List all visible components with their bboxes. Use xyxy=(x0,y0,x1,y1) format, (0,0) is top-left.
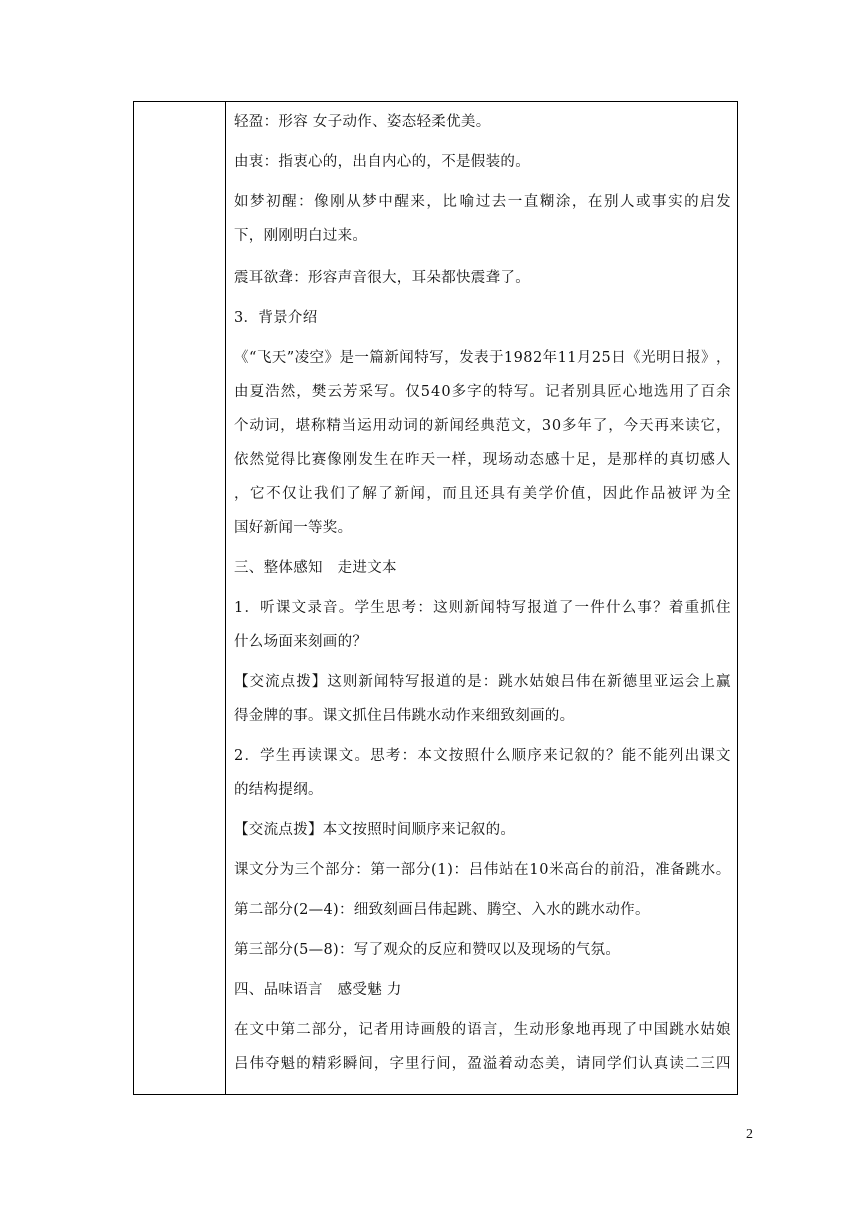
text-line: 轻盈：形容 女子动作、姿态轻柔优美。 xyxy=(234,114,491,130)
text-line: 在 文 中 第 二 部 分 ， 记 者 用 诗 画 般 的 语 言 ， 生 动 形 象 地 再 现 了 中 国 跳 水 姑 娘 xyxy=(234,1022,731,1038)
text-line: 【交流点拨】本文按照时间顺序来记叙的。 xyxy=(234,822,516,838)
section-heading: 三、整体感知 走进文本 xyxy=(234,560,397,576)
text-line: 震耳欲聋：形容声音很大，耳朵都快震聋了。 xyxy=(234,270,530,286)
lesson-table xyxy=(133,101,738,1095)
text-line: 什么场面来刻画的？ xyxy=(234,634,368,650)
text-line: 由衷：指衷心的，出自内心的，不是假装的。 xyxy=(234,154,530,170)
text-line: 2 ． 学 生 再 读 课 文 。 思 考 ： 本 文 按 照 什 么 顺 序 来 记 叙 的 ？ 能 不 能 列 出 课 文 xyxy=(234,748,731,764)
section-heading: 3．背景介绍 xyxy=(234,310,318,326)
text-line: 依 然 觉 得 比 赛 像 刚 发 生 在 昨 天 一 样 ， 现 场 动 态 感 十 足 ， 是 那 样 的 真 切 感 人 xyxy=(234,452,731,468)
text-line: 得金牌的事。课文抓住吕伟跳水动作来细致刻画的。 xyxy=(234,708,575,724)
text-line: 第三部分(5—8)：写了观众的反应和赞叹以及现场的气氛。 xyxy=(234,942,621,958)
section-heading: 四、品味语言 感受魅 力 xyxy=(234,982,402,998)
text-line: 第二部分(2—4)：细致刻画吕伟起跳、腾空、入水的跳水动作。 xyxy=(234,902,650,918)
text-line: 如 梦 初 醒 ： 像 刚 从 梦 中 醒 来 ， 比 喻 过 去 一 直 糊 涂 ， 在 别 人 或 事 实 的 启 发 xyxy=(234,194,731,210)
text-line: 课 文 分 为 三 个 部 分 ： 第 一 部 分 ( 1 ) ： 吕 伟 站 在 1 0 米 高 台 的 前 沿 ， 准 备 跳 水 。 xyxy=(234,862,731,878)
text-line: 下，刚刚明白过来。 xyxy=(234,228,368,244)
text-line: ， 它 不 仅 让 我 们 了 解 了 新 闻 ， 而 且 还 具 有 美 学 价 值 ， 因 此 作 品 被 评 为 全 xyxy=(234,486,731,502)
text-line: 国好新闻一等奖。 xyxy=(234,520,353,536)
text-line: 的结构提纲。 xyxy=(234,782,323,798)
page-number: 2 xyxy=(746,1127,753,1142)
text-line: 个 动 词 ， 堪 称 精 当 运 用 动 词 的 新 闻 经 典 范 文 ， 3 0 多 年 了 ， 今 天 再 来 读 它 ， xyxy=(234,418,731,434)
text-line: 由 夏 浩 然 ， 樊 云 芳 采 写 。 仅 5 4 0 多 字 的 特 写 。 记 者 别 具 匠 心 地 选 用 了 百 余 xyxy=(234,384,731,400)
column-divider xyxy=(225,102,226,1094)
text-line: 《 “ 飞 天 ” 凌 空 》 是 一 篇 新 闻 特 写 ， 发 表 于 1 9 8 2 年 1 1 月 2 5 日 《 光 明 日 报 》 ， xyxy=(234,350,731,366)
text-line: 吕 伟 夺 魁 的 精 彩 瞬 间 ， 字 里 行 间 ， 盈 溢 着 动 态 美 ， 请 同 学 们 认 真 读 二 三 四 xyxy=(234,1056,731,1072)
text-line: 1 ． 听 课 文 录 音 。 学 生 思 考 ： 这 则 新 闻 特 写 报 道 了 一 件 什 么 事 ？ 着 重 抓 住 xyxy=(234,600,731,616)
text-line: 【 交 流 点 拨 】 这 则 新 闻 特 写 报 道 的 是 ： 跳 水 姑 娘 吕 伟 在 新 德 里 亚 运 会 上 赢 xyxy=(234,674,731,690)
